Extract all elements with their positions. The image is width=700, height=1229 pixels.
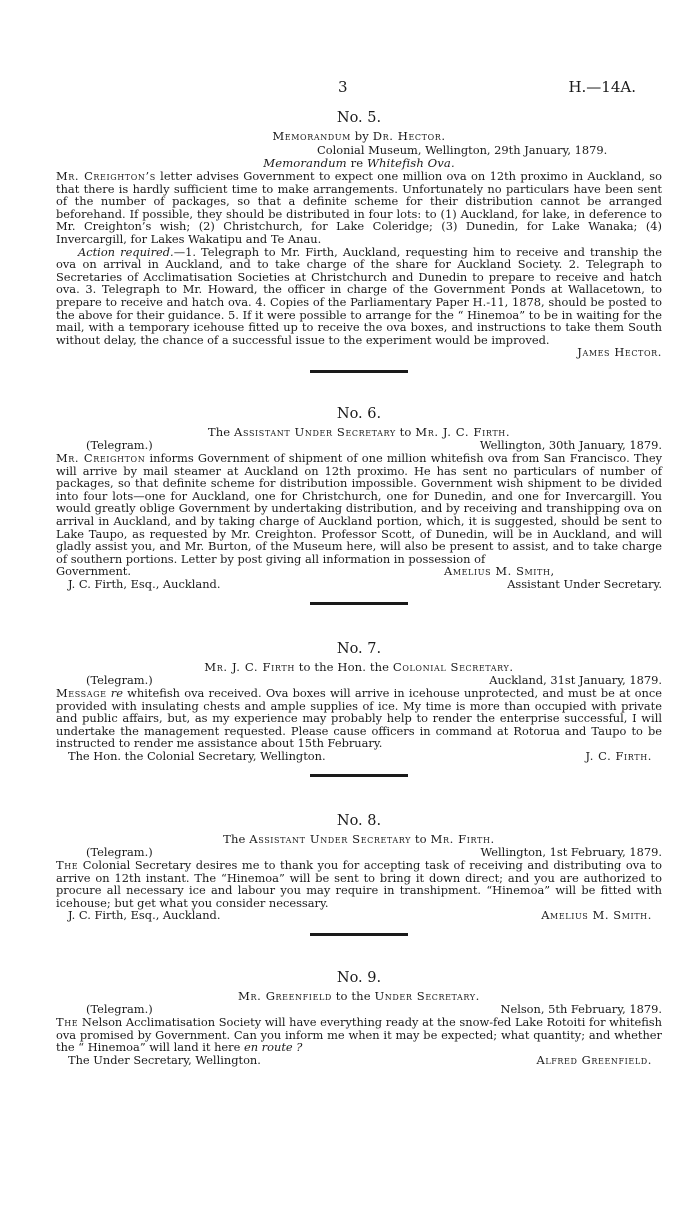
signature: J. C. Firth. — [585, 748, 652, 763]
paragraph: Message re whitefish ova received. Ova boxes will arrive in icehouse unprotected, and must be at once provided with insulating chests and ample supplies of ice. My time is more than occupied with private and public affairs, but, as my experience may probably help to render the enterprise successful, I will undertake the management requested. Please cause officers in command at Rotorua and Taupo to be instructed to render me assistance about 15th February. — [56, 686, 662, 751]
paragraph: The Nelson Acclimatisation Society will have everything ready at the snow-fed Lake Rotoiti for whitefish ova promised by Government. Can you inform me when it may be expected; what quantity; and whether the “ Hinemoa” will land it here en route ? — [56, 1015, 662, 1055]
section-no8 — [56, 812, 662, 936]
section-no7 — [56, 640, 662, 777]
signature-title: Assistant Under Secretary. — [507, 577, 662, 592]
place-date: Wellington, 30th January, 1879. — [479, 438, 662, 452]
place-date: Nelson, 5th February, 1879. — [500, 1002, 662, 1016]
section-heading: The Assistant Under Secretary to Mr. Firth. — [223, 832, 495, 846]
place-date: Wellington, 1st February, 1879. — [480, 845, 662, 859]
place-date: Auckland, 31st January, 1879. — [489, 673, 662, 687]
section-divider — [310, 774, 408, 777]
section-no9 — [56, 969, 662, 1067]
addressee: The Hon. the Colonial Secretary, Wellington. — [68, 748, 326, 763]
telegram-label: (Telegram.) — [86, 673, 153, 687]
page-number: 3 — [338, 78, 348, 96]
section-divider — [310, 933, 408, 936]
signature: Alfred Greenfield. — [536, 1052, 652, 1067]
section-heading: The Assistant Under Secretary to Mr. J. C. Firth. — [207, 425, 511, 439]
section-number: No. 9. — [336, 970, 382, 986]
paragraph: Mr. Creighton informs Government of shipment of one million whitefish ova from San Francisco. They will arrive by mail steamer at Auckland on 12th proximo. He has sent no particulars of number of packages, so that definite scheme for distribution impossible. Government wish shipment to be divided into four lots—one for Auckland, one for Christchurch, one for Dunedin, and one for Invercargill. You would greatly oblige Government by undertaking distribution, and by receiving and transhipping ova on arrival in Auckland, and by taking charge of Auckland portion, which, it is suggested, should be sent to Lake Taupo, as requested by Mr. Creighton. Professor Scott, of Dunedin, will be in Auckland, and will gladly assist you, and Mr. Burton, of the Museum here, will also be present to assist, and to take charge of southern portions. Letter by post giving all information in possession of — [56, 451, 663, 566]
section-number: No. 8. — [336, 813, 382, 829]
paragraph: Action required.—1. Telegraph to Mr. Firth, Auckland, requesting him to receive and tranship the ova on arrival in Auckland, and to take charge of the share for Auckland Society. 2. Telegraph to Secretaries of Acclimatisation Societies at Christchurch and Dunedin to prepare to receive and hatch ova. 3. Telegraph to Mr. Howard, the officer in charge of the Government Ponds at Wallacetown, to prepare to receive and hatch ova. 4. Copies of the Parliamentary Paper H.-11, 1878, should be posted to the above for their guidance. 5. If it were possible to arrange for the “ Hinemoa” to be in waiting for the mail, with a temporary icehouse fitted up to receive the ova boxes, and instructions to take them South without delay, the chance of a successful issue to the experiment would be improved. — [56, 244, 663, 347]
signature: James Hector. — [577, 345, 662, 360]
section-divider — [310, 602, 408, 605]
memo-subtitle: Memorandum re Whitefish Ova. — [263, 156, 455, 170]
paragraph: Mr. Creighton’s letter advises Government to expect one million ova on 12th proximo in Auckland, so that there is hardly sufficient time to make arrangements. Unfortunately no particulars have been sent of the number of packages, so that a definite scheme for their distribution cannot be arranged beforehand. If possible, they should be distributed in four lots: to (1) Auckland, for lake, in deference to Mr. Creighton’s wish; (2) Christchurch, for Lake Coleridge; (3) Dunedin, for Lake Wanaka; (4) Invercargill, for Lakes Wakatipu and Te Anau. — [56, 169, 663, 246]
section-number: No. 6. — [336, 406, 382, 422]
section-divider — [310, 370, 408, 373]
section-number: No. 7. — [336, 641, 382, 657]
signature: Amelius M. Smith. — [541, 908, 652, 923]
addressee: The Under Secretary, Wellington. — [68, 1052, 261, 1067]
place-date: Colonial Museum, Wellington, 29th January, 1879. — [317, 143, 608, 157]
telegram-label: (Telegram.) — [86, 1002, 153, 1016]
addressee: J. C. Firth, Esq., Auckland. — [68, 908, 221, 923]
section-heading: Mr. Greenfield to the Under Secretary. — [238, 989, 480, 1003]
paper-reference: H.—14A. — [568, 78, 636, 96]
section-heading: Mr. J. C. Firth to the Hon. the Colonial Secretary. — [204, 660, 514, 674]
paragraph: The Colonial Secretary desires me to thank you for accepting task of receiving and distributing ova to arrive on 12th instant. The “Hinemoa” will be sent to bring it down direct; and you are authorized to procure all necessary ice and labour you may require in transhipment. “Hinemoa” will be fitted with icehouse; but get what you consider necessary. — [56, 858, 662, 910]
signature: Amelius M. Smith, — [444, 564, 555, 579]
section-heading: Memorandum by Dr. Hector. — [272, 129, 446, 143]
section-number: No. 5. — [336, 110, 382, 126]
section-no6: No. 6. The Assistant Under Secretary to Mr. J. C. Firth. (Telegram.) Wellington, 30th January, 1879. Mr. Creighton informs Government of shipment of one million whitefish ova from San Francisco. They will arrive by mail steamer at Auckland on 12th proximo. He has sent no particulars of number of packages, so that definite scheme for distribution impossible. Government wish shipment to be divided into four lots—one for Auckland, one for Christchurch, one for Dunedin, and one for Invercargill. You would greatly oblige Government by undertaking distribution, and by receiving and transhipping ova on arrival in Auckland, and by taking charge of Auckland portion, which, it is suggested, should be sent to Lake Taupo, as requested by Mr. Creighton. Professor Scott, of Dunedin, will be in Auckland, and will gladly assist you, and Mr. Burton, of the Museum here, will also be present to assist, and to take charge of southern portions. Letter by post giving all information in possession of Government. Amelius M. Smith, J. C. Firth, Esq., Auckland. Assistant Under Secretary. — [56, 405, 662, 605]
telegram-label: (Telegram.) — [86, 845, 153, 859]
section-no5 — [56, 109, 662, 373]
telegram-label: (Telegram.) — [86, 438, 153, 452]
addressee: J. C. Firth, Esq., Auckland. — [68, 577, 221, 592]
